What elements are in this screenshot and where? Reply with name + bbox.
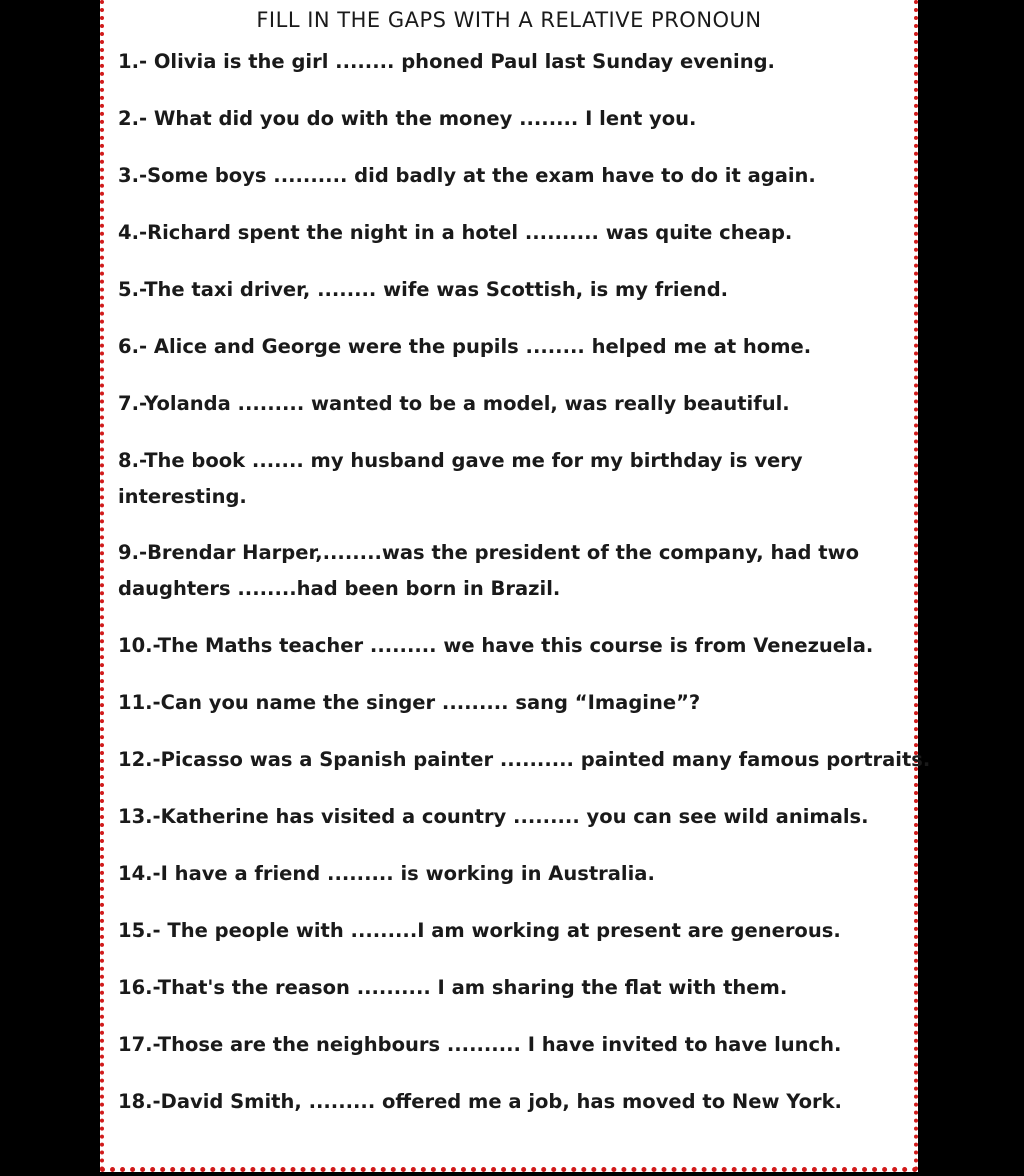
exercise-item-15: 15.- The people with .........I am working at present are generous. <box>118 919 841 942</box>
exercise-item-14: 14.-I have a friend ......... is working in Australia. <box>118 862 655 885</box>
worksheet <box>100 0 931 1172</box>
exercise-item-6: 6.- Alice and George were the pupils ........ helped me at home. <box>118 335 812 358</box>
exercise-item-7: 7.-Yolanda ......... wanted to be a model, was really beautiful. <box>118 392 790 415</box>
exercise-item-9: 9.-Brendar Harper,........was the president of the company, had two daughters ........had been born in Brazil. <box>118 541 860 600</box>
exercise-item-17: 17.-Those are the neighbours .......... I have invited to have lunch. <box>118 1033 842 1056</box>
exercise-item-13: 13.-Katherine has visited a country ......... you can see wild animals. <box>118 805 869 828</box>
exercise-item-5: 5.-The taxi driver, ........ wife was Scottish, is my friend. <box>118 278 729 301</box>
exercise-item-4: 4.-Richard spent the night in a hotel .......... was quite cheap. <box>118 221 793 244</box>
worksheet-title: FILL IN THE GAPS WITH A RELATIVE PRONOUN <box>256 8 762 32</box>
exercise-item-8: 8.-The book ....... my husband gave me for my birthday is very interesting. <box>118 449 803 508</box>
exercise-item-18: 18.-David Smith, ......... offered me a job, has moved to New York. <box>118 1090 842 1113</box>
exercise-item-3: 3.-Some boys .......... did badly at the exam have to do it again. <box>118 164 816 187</box>
exercise-item-1: 1.- Olivia is the girl ........ phoned Paul last Sunday evening. <box>118 50 775 73</box>
exercise-item-12: 12.-Picasso was a Spanish painter .......... painted many famous portraits. <box>118 748 931 771</box>
exercise-item-16: 16.-That's the reason .......... I am sharing the flat with them. <box>118 976 788 999</box>
exercise-item-10: 10.-The Maths teacher ......... we have this course is from Venezuela. <box>118 634 874 657</box>
exercise-item-11: 11.-Can you name the singer ......... sang “Imagine”? <box>118 691 701 714</box>
exercise-item-2: 2.- What did you do with the money ........ I lent you. <box>118 107 697 130</box>
